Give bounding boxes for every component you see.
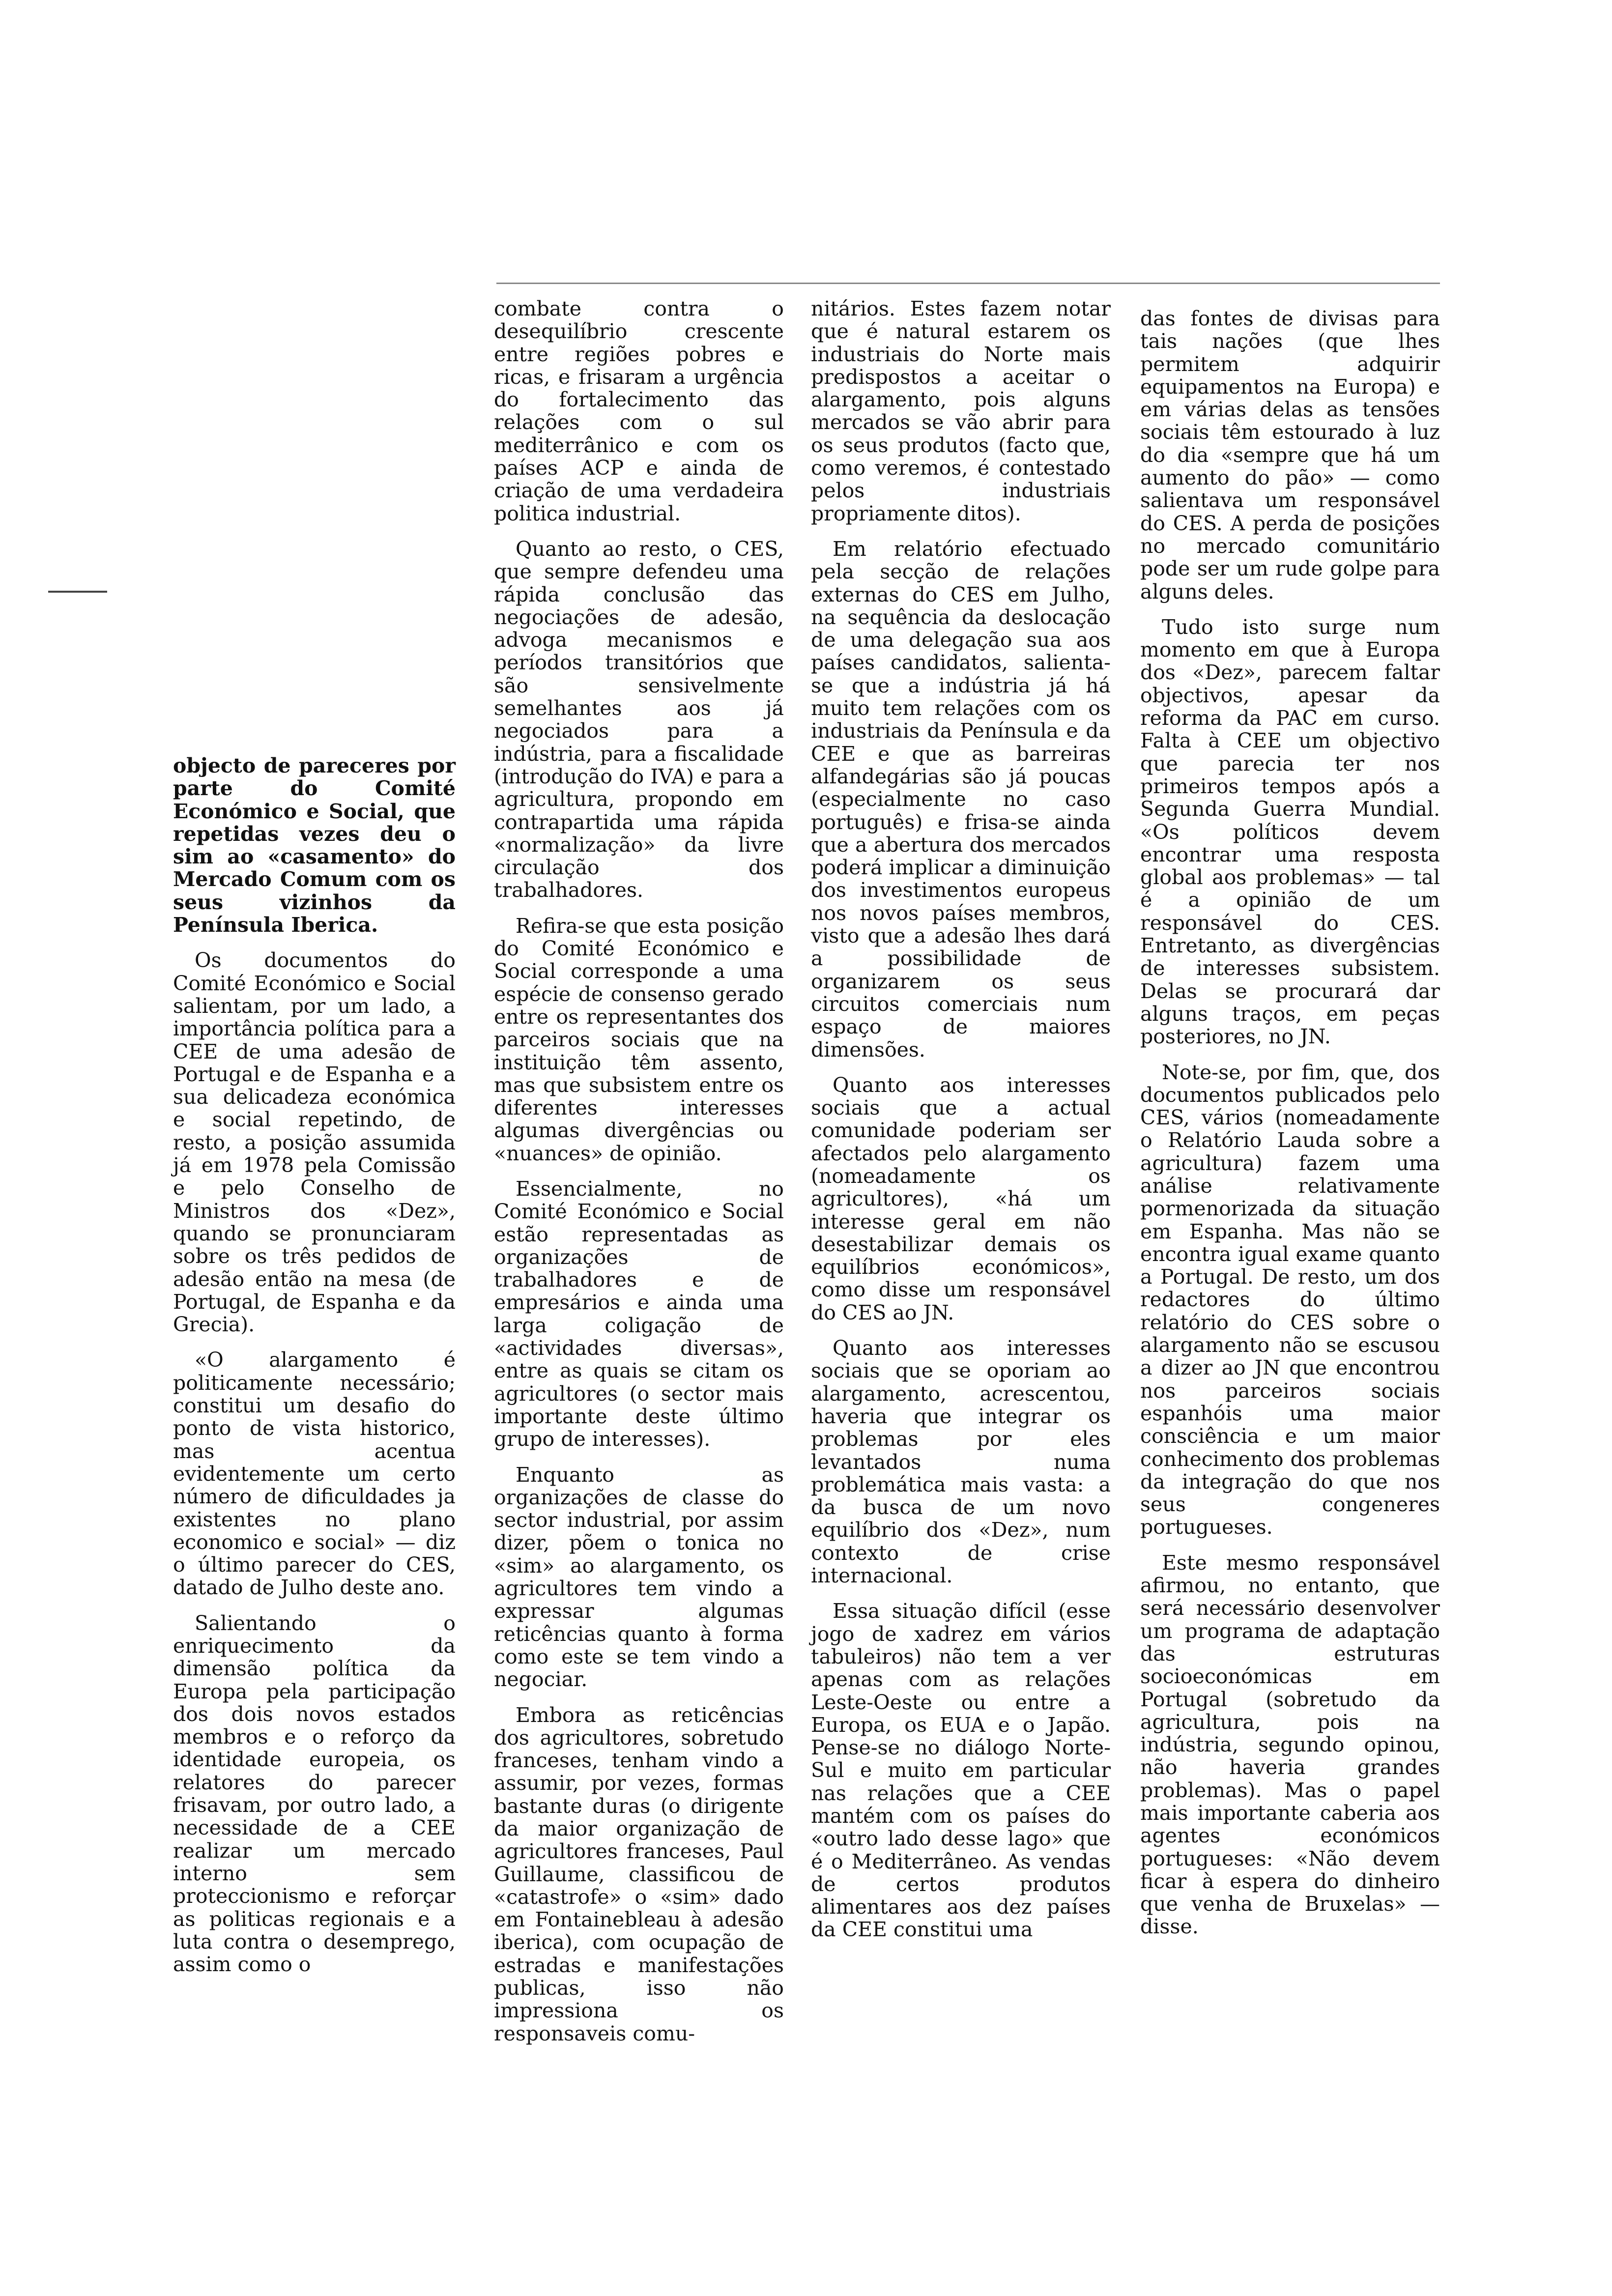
- paragraph: Essencialmente, no Comité Económico e Social estão representadas as organizações de trabalhadores e de empresários e ainda uma larga coligação de «actividades diversas», entre as quais se citam os agricultores (o sector mais importante deste último grupo de interesses).: [494, 1177, 784, 1451]
- paragraph: Tudo isto surge num momento em que à Europa dos «Dez», parecem faltar objectivos, apesar da reforma da PAC em curso. Falta à CEE um objectivo que parecia ter nos primeiros tempos após a Segunda Guerra Mundial. «Os políticos devem encontrar uma resposta global aos problemas» — tal é a opinião de um responsável do CES. Entretanto, as divergências de interesses subsistem. Delas se procurará dar alguns traços, em peças posteriores, no JN.: [1140, 615, 1440, 1049]
- column-4: [1140, 307, 1440, 1951]
- paragraph: nitários. Estes fazem notar que é natural estarem os industriais do Norte mais predispostos a aceitar o alargamento, pois alguns mercados se vão abrir para os seus produtos (facto que, como veremos, é contestado pelos industriais propriamente ditos).: [811, 297, 1111, 525]
- paragraph: Refira-se que esta posição do Comité Económico e Social corresponde a uma espécie de consenso gerado entre os representantes dos parceiros sociais que na instituição têm assento, mas que subsistem entre os diferentes interesses algumas divergências ou «nuances» de opinião.: [494, 914, 784, 1165]
- paragraph: Salientando o enriquecimento da dimensão política da Europa pela participação dos dois novos estados membros e o reforço da identidade europeia, os relatores do parecer frisavam, por outro lado, a necessidade de a CEE realizar um mercado interno sem proteccionismo e reforçar as politicas regionais e a luta contra o desemprego, assim como o: [173, 1611, 456, 1977]
- column-2: [494, 297, 784, 2058]
- column-3: [811, 297, 1111, 1954]
- paragraph: Quanto aos interesses sociais que a actual comunidade poderiam ser afectados pelo alargamento (nomeadamente os agricultores), «há um interesse geral em não desestabilizar demais os equilíbrios económicos», como disse um responsável do CES ao JN.: [811, 1073, 1111, 1324]
- paragraph: Quanto ao resto, o CES, que sempre defendeu uma rápida conclusão das negociações de adesão, advoga mecanismos e períodos transitórios que são sensivelmente semelhantes aos já negociados para a indústria, para a fiscalidade (introdução do IVA) e para a agricultura, propondo em contrapartida uma rápida «normalização» da livre circulação dos trabalhadores.: [494, 537, 784, 902]
- paragraph: Embora as reticências dos agricultores, sobretudo franceses, tenham vindo a assumir, por vezes, formas bastante duras (o dirigente da maior organização de agricultores franceses, Paul Guillaume, classificou de «catastrofe» o «sim» dado em Fontainebleau à adesão iberica), com ocupação de estradas e manifestações publicas, isso não impressiona os responsaveis comu-: [494, 1703, 784, 2045]
- paragraph: combate contra o desequilíbrio crescente entre regiões pobres e ricas, e frisaram a urgência do fortalecimento das relações com o sul mediterrânico e com os países ACP e ainda de criação de uma verdadeira politica industrial.: [494, 297, 784, 525]
- paragraph: Essa situação difícil (esse jogo de xadrez em vários tabuleiros) não tem a ver apenas com as relações Leste-Oeste ou entre a Europa, os EUA e o Japão. Pense-se no diálogo Norte-Sul e muito em particular nas relações que a CEE mantém com os países do «outro lado desse lago» que é o Mediterrâneo. As vendas de certos produtos alimentares aos dez países da CEE constitui uma: [811, 1599, 1111, 1942]
- paragraph: Os documentos do Comité Económico e Social salientam, por um lado, a importância política para a CEE de uma adesão de Portugal e de Espanha e a sua delicadeza económica e social repetindo, de resto, a posição assumida já em 1978 pela Comissão e pelo Conselho de Ministros dos «Dez», quando se pronunciaram sobre os três pedidos de adesão então na mesa (de Portugal, de Espanha e da Grecia).: [173, 948, 456, 1337]
- paragraph: Note-se, por fim, que, dos documentos publicados pelo CES, vários (nomeadamente o Relatório Lauda sobre a agricultura) fazem uma análise relativamente pormenorizada da situação em Espanha. Mas não se encontra igual exame quanto a Portugal. De resto, um dos redactores do último relatório do CES sobre o alargamento não se escusou a dizer ao JN que encontrou nos parceiros sociais espanhóis uma maior consciência e um maior conhecimento dos problemas da integração do que nos seus congeneres portugueses.: [1140, 1060, 1440, 1539]
- paragraph: das fontes de divisas para tais nações (que lhes permitem adquirir equipamentos na Europa) e em várias delas as tensões sociais têm estourado à luz do dia «sempre que há um aumento do pão» — como salientava um responsável do CES. A perda de posições no mercado comunitário pode ser um rude golpe para alguns deles.: [1140, 307, 1440, 603]
- paragraph: Quanto aos interesses sociais que se oporiam ao alargamento, acrescentou, haveria que integrar os problemas por eles levantados numa problemática mais vasta: a da busca de um novo equilíbrio dos «Dez», num contexto de crise internacional.: [811, 1336, 1111, 1588]
- column-1: [173, 754, 456, 1988]
- paragraph: Este mesmo responsável afirmou, no entanto, que será necessário desenvolver um programa de adaptação das estruturas socioeconómicas em Portugal (sobretudo da agricultura, pois na indústria, segundo opinou, não haveria grandes problemas). Mas o papel mais importante caberia aos agentes económicos portugueses: «Não devem ficar à espera do dinheiro que venha de Bruxelas» — disse.: [1140, 1550, 1440, 1939]
- paragraph: Enquanto as organizações de classe do sector industrial, por assim dizer, põem o tonica no «sim» ao alargamento, os agricultores tem vindo a expressar algumas reticências quanto à forma como este se tem vindo a negociar.: [494, 1463, 784, 1692]
- top-rule: [496, 283, 1440, 284]
- margin-mark: [48, 591, 107, 593]
- paragraph: objecto de pareceres por parte do Comité Económico e Social, que repetidas vezes deu o sim ao «casamento» do Mercado Comum com os seus vizinhos da Península Iberica.: [173, 754, 456, 937]
- paragraph: Em relatório efectuado pela secção de relações externas do CES em Julho, na sequência da deslocação de uma delegação sua aos países candidatos, salienta-se que a indústria já há muito tem relações com os industriais da Península e da CEE e que as barreiras alfandegárias são já poucas (especialmente no caso português) e frisa-se ainda que a abertura dos mercados poderá implicar a diminuição dos investimentos europeus nos novos países membros, visto que a adesão lhes dará a possibilidade de organizarem os seus circuitos comerciais num espaço de maiores dimensões.: [811, 537, 1111, 1062]
- paragraph: «O alargamento é politicamente necessário; constitui um desafio do ponto de vista historico, mas acentua evidentemente um certo número de dificuldades ja existentes no plano economico e social» — diz o último parecer do CES, datado de Julho deste ano.: [173, 1348, 456, 1600]
